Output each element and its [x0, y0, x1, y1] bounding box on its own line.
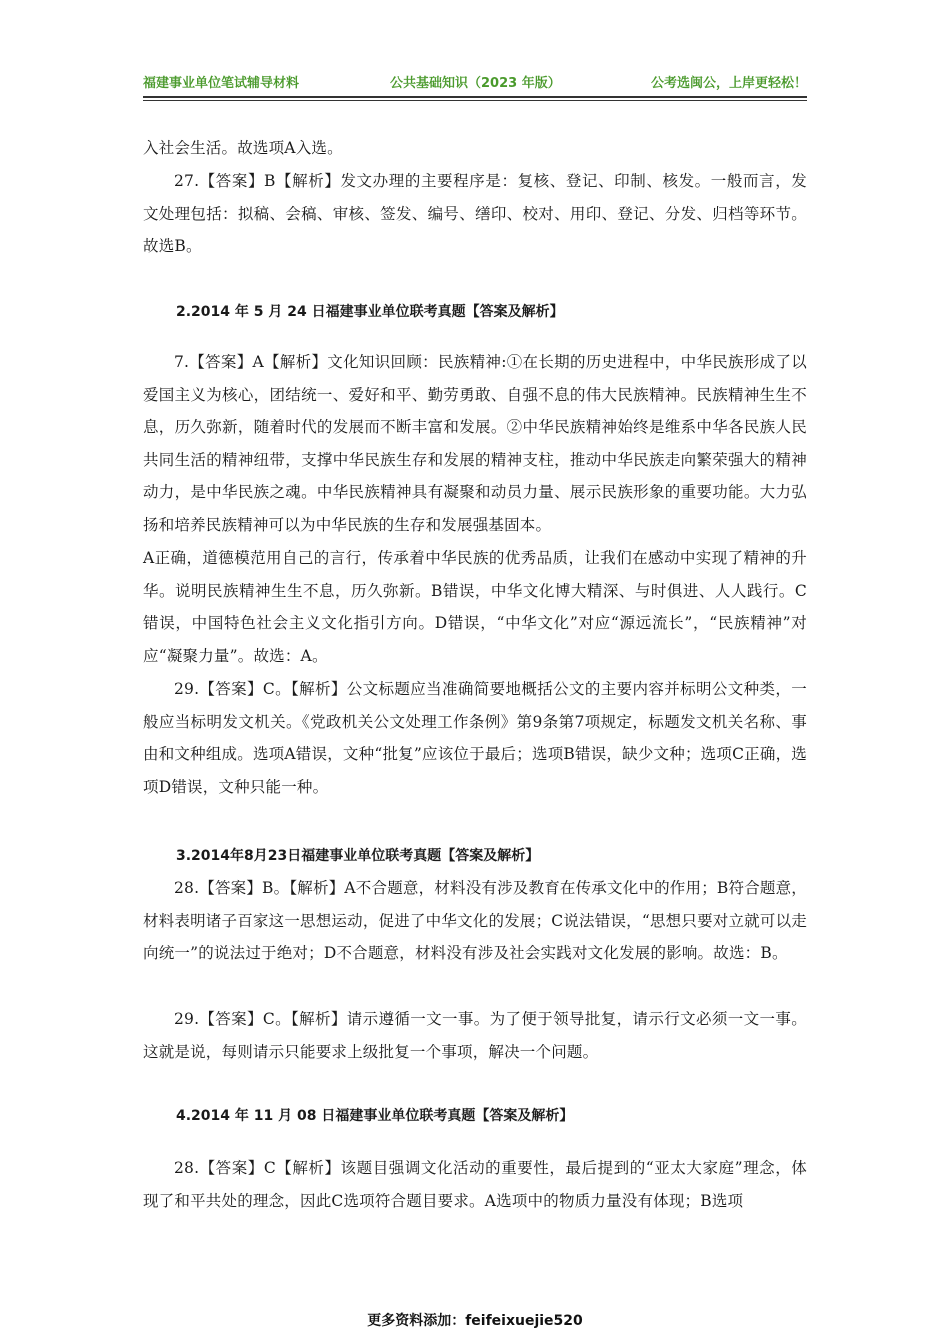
paragraph-answer-29: 29.【答案】C。【解析】公文标题应当准确简要地概括公文的主要内容并标明公文种类，一般应当标明发文机关。《党政机关公文处理工作条例》第9条第7项规定，标题发文机关名称、事由和文种组成。选项A错误，文种“批复”应该位于最后；选项B错误，缺少文种；选项C正确，选项D错误，文种只能一种。	[143, 680, 807, 796]
header-middle-text: 公共基础知识（2023 年版）	[390, 76, 561, 91]
footer-contact: 更多资料添加：feifeixuejie520	[367, 1313, 583, 1329]
header-rule-thick	[143, 96, 807, 98]
header-left-text: 福建事业单位笔试辅导材料	[143, 76, 300, 91]
paragraph-answer-28: 28.【答案】B。【解析】A不合题意，材料没有涉及教育在传承文化中的作用；B符合题意，材料表明诸子百家这一思想运动，促进了中华文化的发展；C说法错误，“思想只要对立就可以走向统一”的说法过于绝对；D不合题意，材料没有涉及社会实践对文化发展的影响。故选：B。	[143, 879, 807, 963]
page-header	[143, 72, 807, 94]
paragraph-answer-27: 27.【答案】B【解析】发文办理的主要程序是：复核、登记、印制、核发。一般而言，发文处理包括：拟稿、会稿、审核、签发、编号、缮印、校对、用印、登记、分发、归档等环节。故选B。	[143, 172, 807, 256]
paragraph-answer-29-b: 29.【答案】C。【解析】请示遵循一文一事。为了便于领导批复，请示行文必须一文一事。这就是说，每则请示只能要求上级批复一个事项，解决一个问题。	[143, 1010, 807, 1061]
header-rule-thin	[143, 100, 807, 101]
section-heading-4: 4.2014 年 11 月 08 日福建事业单位联考真题【答案及解析】	[176, 1108, 574, 1124]
paragraph-continuation: 入社会生活。故选项A入选。	[143, 139, 343, 157]
paragraph-answer-28-b: 28.【答案】C【解析】该题目强调文化活动的重要性，最后提到的“亚太大家庭”理念，体现了和平共处的理念，因此C选项符合题目要求。A选项中的物质力量没有体现；B选项	[143, 1159, 807, 1210]
section-heading-2: 2.2014 年 5 月 24 日福建事业单位联考真题【答案及解析】	[176, 304, 564, 320]
header-right-text: 公考选闽公，上岸更轻松！	[650, 76, 807, 91]
paragraph-answer-7-options: A正确，道德模范用自己的言行，传承着中华民族的优秀品质，让我们在感动中实现了精神的升华。说明民族精神生生不息，历久弥新。B错误，中华文化博大精深、与时俱进、人人践行。C错误，中国特色社会主义文化指引方向。D错误，“中华文化”对应“源远流长”，“民族精神”对应“凝聚力量”。故选：A。	[143, 549, 807, 665]
paragraph-answer-7: 7.【答案】A【解析】文化知识回顾：民族精神:①在长期的历史进程中，中华民族形成了以爱国主义为核心，团结统一、爱好和平、勤劳勇敢、自强不息的伟大民族精神。民族精神生生不息，历久弥新，随着时代的发展而不断丰富和发展。②中华民族精神始终是维系中华各民族人民共同生活的精神纽带，支撑中华民族生存和发展的精神支柱，推动中华民族走向繁荣强大的精神动力，是中华民族之魂。中华民族精神具有凝聚和动员力量、展示民族形象的重要功能。大力弘扬和培养民族精神可以为中华民族的生存和发展强基固本。	[143, 353, 807, 534]
section-heading-3: 3.2014年8月23日福建事业单位联考真题【答案及解析】	[176, 848, 540, 864]
